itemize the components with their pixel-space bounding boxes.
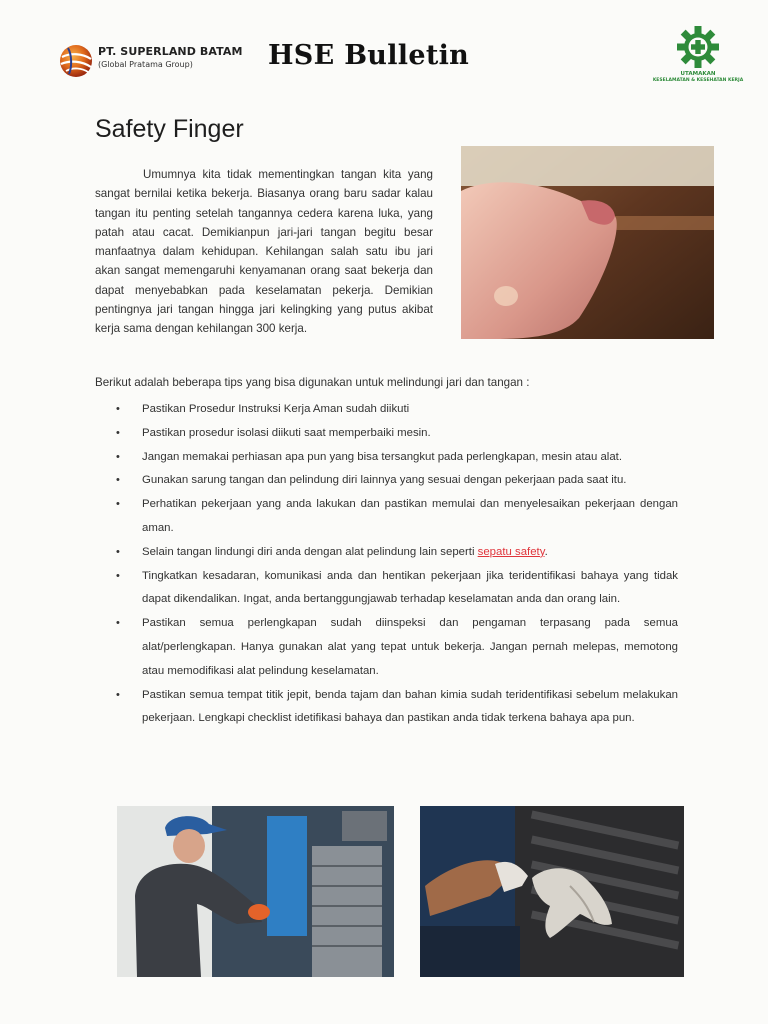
- safety-shoes-link[interactable]: sepatu safety: [477, 545, 545, 558]
- company-group: (Global Pratama Group): [98, 60, 193, 69]
- list-item: [116, 469, 678, 493]
- list-item: [116, 541, 678, 565]
- tips-intro: Berikut adalah beberapa tips yang bisa digunakan untuk melindungi jari dan tangan :: [95, 376, 530, 389]
- bullet-icon: •: [116, 569, 120, 582]
- list-item: [116, 612, 678, 683]
- k3-safety-logo-icon: [676, 25, 720, 69]
- bullet-icon: •: [116, 498, 120, 511]
- tip-text-end: .: [544, 545, 548, 558]
- tip-text: Pastikan semua perlengkapan sudah diinspeksi dan pengaman terpasang pada semua alat/perlengkapan. Hanya gunakan alat yang tepat untuk bekerja. Jangan pernah melepas, memotong atau memodifikasi alat pelindung keselamatan.: [142, 617, 678, 677]
- company-logo-icon: [58, 43, 94, 79]
- article-title: Safety Finger: [95, 115, 244, 143]
- k3-slogan-line2: KESELAMATAN & KESEHATAN KERJA: [652, 78, 744, 83]
- bulletin-title: HSE Bulletin: [268, 40, 470, 71]
- tip-text: Pastikan prosedur isolasi diikuti saat memperbaiki mesin.: [142, 426, 431, 439]
- tip-text: Perhatikan pekerjaan yang anda lakukan dan pastikan memulai dan menyelesaikan pekerjaan dengan aman.: [142, 498, 678, 534]
- bullet-icon: •: [116, 426, 120, 439]
- tip-text: Pastikan Prosedur Instruksi Kerja Aman sudah diikuti: [142, 403, 410, 415]
- bullet-icon: •: [116, 688, 120, 701]
- bullet-icon: •: [116, 617, 120, 630]
- bullet-icon: •: [116, 450, 120, 463]
- tip-text: Tingkatkan kesadaran, komunikasi anda dan hentikan pekerjaan jika teridentifikasi bahaya yang tidak dapat dikendalikan. Ingat, anda bertanggungjawab terhadap keselamatan anda dan orang lain.: [142, 569, 678, 606]
- list-item: [116, 398, 678, 422]
- tip-text: Gunakan sarung tangan dan pelindung diri lainnya yang sesuai dengan pekerjaan pada saat itu.: [142, 474, 627, 487]
- tips-list: [116, 398, 678, 731]
- bullet-icon: •: [116, 545, 120, 558]
- bullet-icon: •: [116, 474, 120, 487]
- list-item: [116, 565, 678, 613]
- tip-text: Jangan memakai perhiasan apa pun yang bisa tersangkut pada perlengkapan, mesin atau alat.: [142, 450, 622, 463]
- company-name: PT. SUPERLAND BATAM: [98, 45, 243, 58]
- bullet-icon: •: [116, 403, 120, 415]
- list-item: [116, 684, 678, 732]
- intro-paragraph: Umumnya kita tidak mementingkan tangan kita yang sangat bernilai ketika bekerja. Biasanya orang baru sadar kalau tangan itu penting setelah tangannya cedera karena luka, yang patah atau cacat. Demikianpun jari-jari tangan begitu besar manfaatnya dalam kehidupan. Kehilangan salah satu ibu jari akan sangat memengaruhi kenyamanan orang saat bekerja dan dapat menyebabkan pada keselamatan pekerja. Demikian pentingnya jari tangan hingga jari kelingking yang putus akibat kerja sama dengan kehilangan 300 kerja.: [95, 168, 433, 336]
- list-item: [116, 422, 678, 446]
- tip-text: Selain tangan lindungi diri anda dengan alat pelindung lain seperti: [142, 545, 475, 558]
- k3-slogan-line1: UTAMAKAN: [680, 71, 716, 77]
- tip-text: Pastikan semua tempat titik jepit, benda tajam dan bahan kimia sudah teridentifikasi sebelum melakukan pekerjaan. Lengkapi checklist idetifikasi bahaya dan pastikan anda tidak terkena bahaya apa pun.: [142, 688, 678, 725]
- work-gloves-photo: [420, 806, 684, 977]
- list-item: [116, 446, 678, 470]
- mechanic-photo: [117, 806, 394, 977]
- finger-injury-photo: [461, 146, 714, 339]
- list-item: [116, 493, 678, 541]
